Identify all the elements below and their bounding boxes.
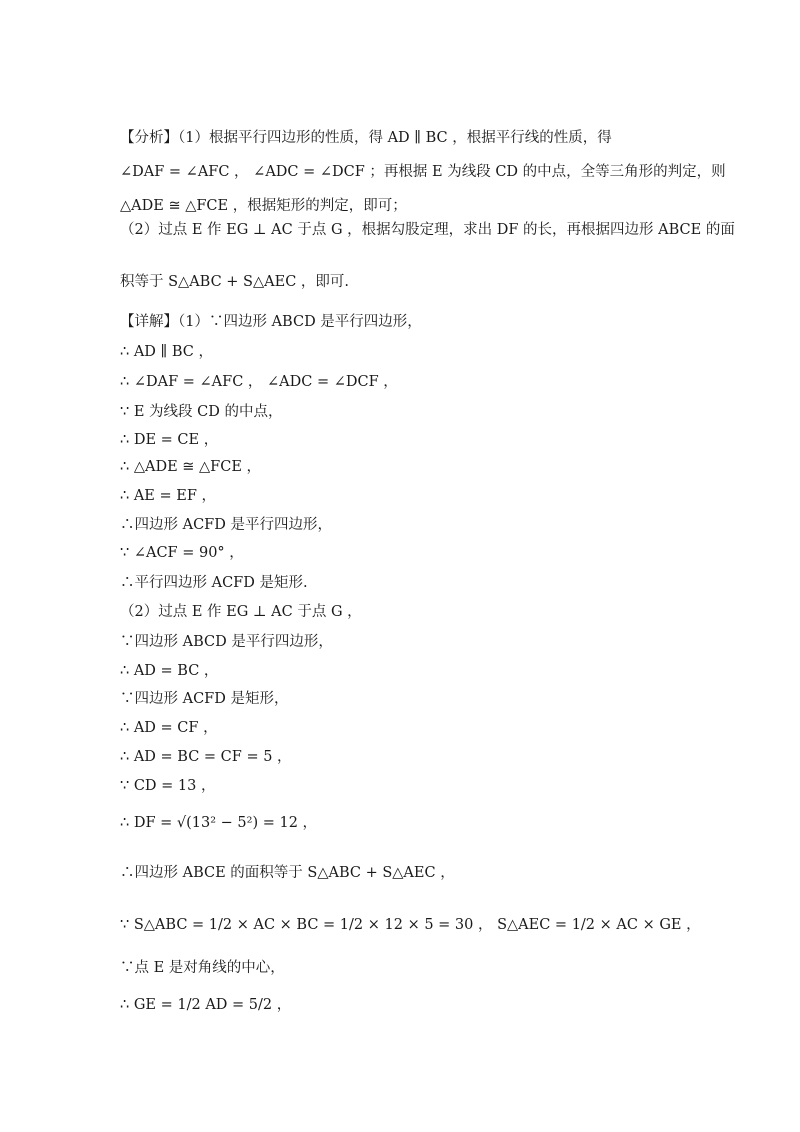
solution-line: ∵ ∠ACF = 90° ，: [120, 545, 244, 561]
analysis-line-2: ∠DAF = ∠AFC ， ∠ADC = ∠DCF ；再根据 E 为线段 CD 的中点，全等三角形的判定，则: [120, 164, 726, 180]
solution-line: ∴ AD ∥ BC ，: [120, 344, 213, 360]
solution-line: ∴四边形 ACFD 是平行四边形，: [120, 517, 332, 533]
solution-line: ∴ AD = BC = CF = 5 ，: [120, 749, 292, 765]
solution-line: ∵点 E 是对角线的中心，: [120, 960, 285, 976]
analysis-line-1: 【分析】（1）根据平行四边形的性质，得 AD ∥ BC ，根据平行线的性质，得: [120, 130, 612, 146]
analysis-line-4: （2）过点 E 作 EG ⊥ AC 于点 G ，根据勾股定理，求出 DF 的长，再根据四边形 ABCE 的面: [120, 222, 735, 238]
solution-line: ∵ CD = 13 ，: [120, 778, 216, 794]
solution-line: ∵ E 为线段 CD 的中点，: [120, 404, 283, 420]
solution-line: ∴ △ADE ≅ △FCE ，: [120, 459, 262, 475]
solution-line: ∵ S△ABC = 1/2 × AC × BC = 1/2 × 12 × 5 = 30 ， S△AEC = 1/2 × AC × GE ，: [120, 917, 701, 933]
solution-line: ∴平行四边形 ACFD 是矩形.: [120, 575, 308, 591]
solution-line: ∴ ∠DAF = ∠AFC ， ∠ADC = ∠DCF ，: [120, 374, 398, 390]
solution-line: 【详解】（1）∵四边形 ABCD 是平行四边形，: [120, 314, 422, 330]
solution-line: ∴ DF = √(13² − 5²) = 12 ，: [120, 815, 318, 831]
solution-line: ∴ AE = EF ，: [120, 488, 217, 504]
solution-line: ∴ GE = 1/2 AD = 5/2 ，: [120, 997, 292, 1013]
solution-line: ∴四边形 ABCE 的面积等于 S△ABC + S△AEC ，: [120, 865, 455, 881]
analysis-line-5: 积等于 S△ABC + S△AEC ，即可.: [120, 274, 350, 290]
solution-line: ∴ DE = CE ，: [120, 432, 219, 448]
solution-line: ∵四边形 ABCD 是平行四边形，: [120, 634, 333, 650]
solution-line: ∵四边形 ACFD 是矩形，: [120, 691, 289, 707]
solution-line: ∴ AD = BC ，: [120, 663, 219, 679]
solution-line: （2）过点 E 作 EG ⊥ AC 于点 G ，: [120, 604, 362, 620]
analysis-line-3: △ADE ≅ △FCE ，根据矩形的判定，即可；: [120, 198, 407, 214]
solution-line: ∴ AD = CF ，: [120, 720, 218, 736]
